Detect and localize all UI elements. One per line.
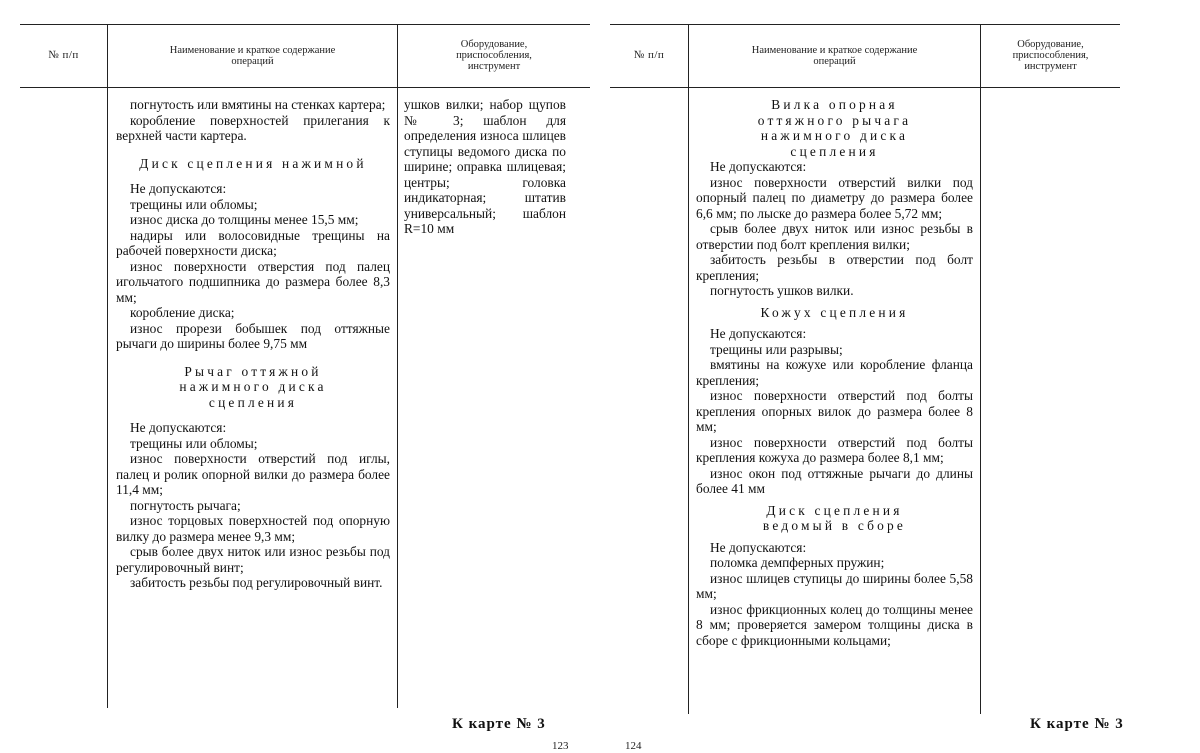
defect-item: коробление диска;	[130, 305, 235, 320]
left-page	[0, 0, 590, 753]
section-title: Диск сцепления ведомый в сборе	[762, 502, 907, 533]
section-title: Вилка опорная оттяжного рычага нажимного диска сцепления	[757, 97, 912, 159]
column-divider	[980, 24, 981, 714]
defect-item: износ поверхности отверстий под болты крепления опорных вилок до размера более 8 мм;	[696, 388, 973, 434]
section-intro: Не допускаются:	[130, 181, 227, 196]
page-number: 123	[552, 740, 569, 752]
header-num: № п/п	[633, 49, 665, 61]
section-title: Кожух сцепления	[760, 304, 909, 320]
defect-item: погнутость или вмятины на стенках картера;	[130, 97, 386, 112]
defect-item: износ окон под оттяжные рычаги до длины более 41 мм	[696, 465, 973, 496]
defect-item: трещины или обломы;	[130, 435, 258, 451]
header-operations: Наименование и краткое содержание операций	[169, 44, 336, 67]
defect-item: погнутость ушков вилки.	[710, 283, 854, 298]
defect-item: износ поверхности отверстий под болты крепления кожуха до размера более 8,1 мм;	[696, 434, 973, 465]
defect-item: износ поверхности отверстий под иглы, палец и ролик опорной вилки до размера более 11,4 мм;	[116, 451, 390, 497]
equipment-text: ушков вилки; набор щупов № 3; шаблон для определения износа шлицев ступицы ведомого диска по ширине; оправка шлицевая; центры; головка индикаторная; штатив универсальный; шаблон R=10 мм	[404, 97, 566, 236]
column-divider	[107, 24, 108, 708]
defect-item: трещины или разрывы;	[710, 341, 843, 357]
header-num: № п/п	[48, 49, 79, 61]
card-reference: К карте № 3	[1030, 716, 1124, 732]
defect-item: износ диска до толщины менее 15,5 мм;	[130, 212, 359, 227]
defect-item: износ прорези бобышек под оттяжные рычаги до ширины более 9,75 мм	[116, 320, 390, 351]
defect-item: погнутость рычага;	[130, 497, 241, 513]
column-divider	[397, 24, 398, 708]
defect-item: износ поверхности отверстия под палец игольчатого подшипника до размера более 8,3 мм;	[116, 258, 390, 305]
defect-item: срыв более двух ниток или износ резьбы под регулировочный винт;	[116, 544, 390, 575]
defect-item: коробление поверхностей прилегания к верхней части картера.	[116, 112, 390, 143]
defect-item: поломка демпферных пружин;	[710, 555, 885, 570]
operations-column	[696, 97, 973, 648]
equipment-column	[404, 97, 566, 237]
section-intro: Не допускаются:	[130, 420, 227, 435]
defect-item: трещины или обломы;	[130, 196, 258, 212]
defect-item: вмятины на кожухе или коробление фланца крепления;	[696, 357, 973, 388]
header-equipment: Оборудование, приспособления, инструмент	[456, 39, 532, 72]
defect-item: износ шлицев ступицы до ширины более 5,58 мм;	[696, 570, 973, 601]
table-header-rule	[20, 87, 590, 88]
header-operations: Наименование и краткое содержание операций	[751, 44, 918, 67]
defect-item: износ поверхности отверстий вилки под опорный палец по диаметру до размера более 6,6 мм; по лыске до размера более 5,72 мм;	[696, 174, 973, 221]
section-intro: Не допускаются:	[710, 539, 807, 555]
column-divider	[688, 24, 689, 714]
section-title: Диск сцепления нажимной	[139, 155, 367, 171]
header-equipment: Оборудование, приспособления, инструмент	[1012, 39, 1089, 72]
defect-item: износ торцовых поверхностей под опорную вилку до размера менее 9,3 мм;	[116, 513, 390, 544]
defect-item: надиры или волосовидные трещины на рабочей поверхности диска;	[116, 227, 390, 258]
right-page	[610, 0, 1200, 753]
defect-item: износ фрикционных колец до толщины менее 8 мм; проверяется замером толщины диска в сборе с фрикционными кольцами;	[696, 601, 973, 648]
defect-item: срыв более двух ниток или износ резьбы в отверстии под болт крепления вилки;	[696, 221, 973, 252]
defect-item: забитость резьбы под регулировочный винт.	[130, 575, 383, 590]
operations-column	[116, 97, 390, 591]
table-header-rule	[610, 87, 1120, 88]
card-reference: К карте № 3	[452, 716, 546, 732]
section-intro: Не допускаются:	[710, 159, 807, 174]
page-number: 124	[625, 740, 642, 752]
section-intro: Не допускаются:	[710, 326, 807, 341]
defect-item: забитость резьбы в отверстии под болт крепления;	[696, 252, 973, 283]
section-title: Рычаг оттяжной нажимного диска сцепления	[179, 363, 327, 410]
